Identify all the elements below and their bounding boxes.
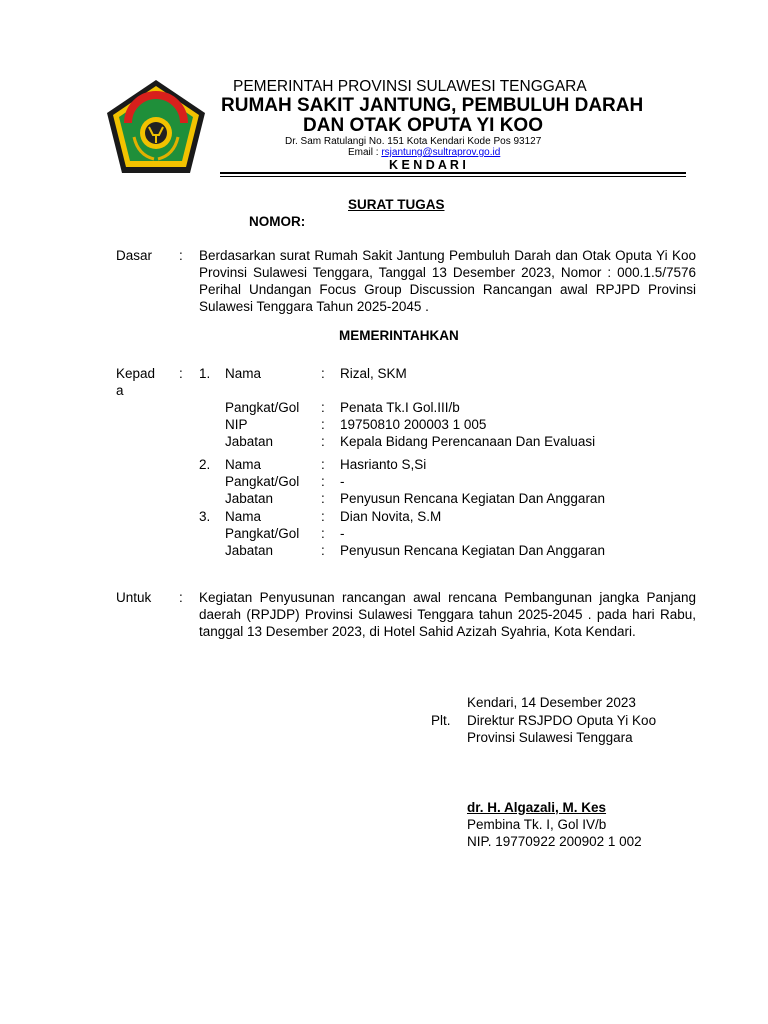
person-field-colon: : bbox=[321, 400, 325, 415]
person-field-colon: : bbox=[321, 457, 325, 472]
person-field-key: Jabatan bbox=[225, 434, 274, 449]
person-number: 1. bbox=[199, 366, 211, 381]
memerintahkan-heading: MEMERINTAHKAN bbox=[339, 328, 459, 343]
person-number: 2. bbox=[199, 457, 211, 472]
letterhead-line2: RUMAH SAKIT JANTUNG, PEMBULUH DARAH bbox=[221, 95, 644, 116]
nomor-label: NOMOR: bbox=[249, 214, 306, 229]
person-field-value: Rizal, SKM bbox=[340, 366, 407, 381]
person-field-value: 19750810 200003 1 005 bbox=[340, 417, 487, 432]
person-field-key: Jabatan bbox=[225, 543, 274, 558]
person-field-key: Jabatan bbox=[225, 491, 274, 506]
person-field-value: Penata Tk.I Gol.III/b bbox=[340, 400, 460, 415]
kepada-label: Kepad bbox=[116, 366, 156, 381]
person-field-key: Pangkat/Gol bbox=[225, 400, 300, 415]
person-field-value: Hasrianto S,Si bbox=[340, 457, 427, 472]
header-rule-thin bbox=[220, 176, 686, 177]
signature-position2: Provinsi Sulawesi Tenggara bbox=[467, 730, 633, 745]
signature-plt: Plt. bbox=[431, 713, 451, 728]
signature-nip: NIP. 19770922 200902 1 002 bbox=[467, 834, 642, 849]
signature-place-date: Kendari, 14 Desember 2023 bbox=[467, 695, 636, 710]
person-field-colon: : bbox=[321, 366, 325, 381]
kepada-colon: : bbox=[179, 366, 183, 381]
person-field-key: Pangkat/Gol bbox=[225, 474, 300, 489]
person-field-colon: : bbox=[321, 526, 325, 541]
letterhead-line1: PEMERINTAH PROVINSI SULAWESI TENGGARA bbox=[233, 78, 587, 95]
person-field-colon: : bbox=[321, 491, 325, 506]
email-link[interactable]: rsjantung@sultraprov.go.id bbox=[381, 147, 501, 158]
signature-name: dr. H. Algazali, M. Kes bbox=[467, 800, 607, 815]
person-field-key: Nama bbox=[225, 366, 262, 381]
person-field-value: Penyusun Rencana Kegiatan Dan Anggaran bbox=[340, 543, 605, 558]
person-field-value: - bbox=[340, 526, 345, 541]
person-field-key: NIP bbox=[225, 417, 248, 432]
person-field-colon: : bbox=[321, 509, 325, 524]
document-title: SURAT TUGAS bbox=[348, 197, 445, 212]
person-field-colon: : bbox=[321, 474, 325, 489]
person-field-value: Dian Novita, S.M bbox=[340, 509, 442, 524]
signature-position1: Direktur RSJPDO Oputa Yi Koo bbox=[467, 713, 657, 728]
untuk-label: Untuk bbox=[116, 590, 152, 605]
person-number: 3. bbox=[199, 509, 211, 524]
dasar-text: Berdasarkan surat Rumah Sakit Jantung Pembuluh Darah dan Otak Oputa Yi Koo Provinsi Sulawesi Tenggara, Tanggal 13 Desember 2023, Nomor : 000.1.5/7576 Perihal Undangan Focus Group Discussion Rancangan awal RPJPD Provinsi Sulawesi Tenggara Tahun 2025-2045 . bbox=[199, 248, 696, 314]
person-field-key: Nama bbox=[225, 457, 262, 472]
dasar-label: Dasar bbox=[116, 248, 153, 263]
person-field-key: Nama bbox=[225, 509, 262, 524]
email-label: Email : bbox=[348, 147, 382, 158]
person-field-colon: : bbox=[321, 543, 325, 558]
person-field-colon: : bbox=[321, 434, 325, 449]
person-field-value: Penyusun Rencana Kegiatan Dan Anggaran bbox=[340, 491, 605, 506]
person-field-value: Kepala Bidang Perencanaan Dan Evaluasi bbox=[340, 434, 596, 449]
letterhead-city: K E N D A R I bbox=[389, 158, 466, 172]
person-field-key: Pangkat/Gol bbox=[225, 526, 300, 541]
signature-rank: Pembina Tk. I, Gol IV/b bbox=[467, 817, 607, 832]
letterhead-email-line bbox=[348, 147, 500, 158]
kepada-label-wrap: a bbox=[116, 383, 124, 398]
provincial-logo bbox=[104, 77, 208, 177]
untuk-text: Kegiatan Penyusunan rancangan awal rencana Pembangunan jangka Panjang daerah (RPJDP) Provinsi Sulawesi Tenggara tahun 2025-2045 . pada hari Rabu, tanggal 13 Desember 2023, di Hotel Sahid Azizah Syahria, Kota Kendari. bbox=[199, 590, 696, 639]
untuk-colon: : bbox=[179, 590, 183, 605]
header-rule-thick bbox=[220, 172, 686, 174]
letterhead-line3: DAN OTAK OPUTA YI KOO bbox=[303, 115, 543, 136]
letterhead-address: Dr. Sam Ratulangi No. 151 Kota Kendari Kode Pos 93127 bbox=[285, 136, 542, 147]
person-field-colon: : bbox=[321, 417, 325, 432]
person-field-value: - bbox=[340, 474, 345, 489]
dasar-colon: : bbox=[179, 248, 183, 263]
